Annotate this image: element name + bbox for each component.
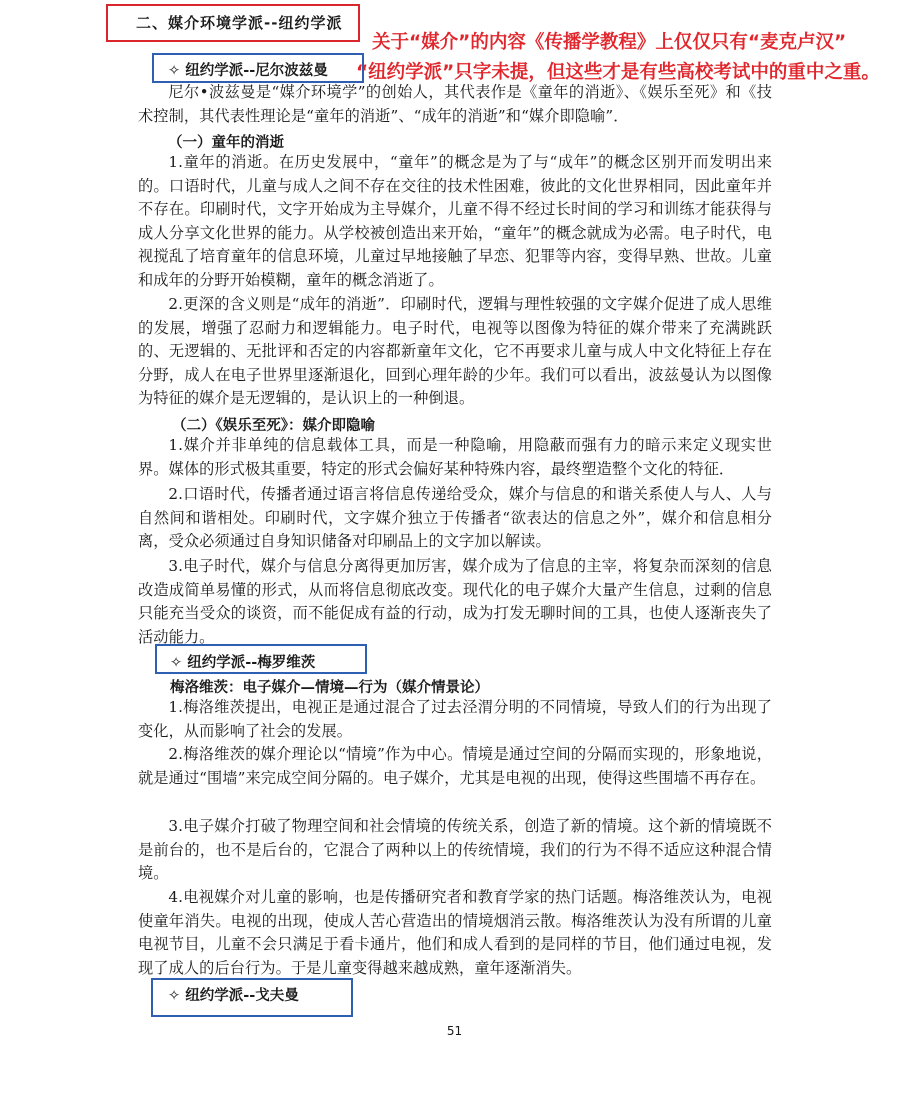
page-number: 51: [446, 1024, 463, 1038]
postman-part1-title: （一）童年的消逝: [168, 135, 284, 151]
postman-part2-p3: 3.电子时代，媒介与信息分离得更加厉害，媒介成为了信息的主宰，将复杂而深刻的信息改造成简单易懂的形式，从而将信息彻底改变。现代化的电子媒介大量产生信息，过剩的信息只能充当受众的谈资，而不能促成有益的行动，成为打发无聊时间的工具，也使人逐渐丧失了活动能力。: [138, 557, 772, 646]
section-title: 二、媒介环境学派--纽约学派: [136, 14, 343, 32]
meyrowitz-p1: 1.梅洛维茨提出，电视正是通过混合了过去泾渭分明的不同情境，导致人们的行为出现了变化，从而影响了社会的发展。: [138, 698, 772, 740]
meyrowitz-p3: 3.电子媒介打破了物理空间和社会情境的传统关系，创造了新的情境。这个新的情境既不是前台的，也不是后台的，它混合了两种以上的传统情境，我们的行为不得不适应这种混合情境。: [138, 817, 772, 883]
postman-part1-p1: 1.童年的消逝。在历史发展中，“童年”的概念是为了与“成年”的概念区别开而发明出来的。口语时代，儿童与成人之间不存在交往的技术性困难，彼此的文化世界相同，因此童年并不存在。印刷时代，文字开始成为主导媒介，儿童不得不经过长时间的学习和训练才能获得与成人分享文化世界的能力。从学校被创造出来开始，“童年”的概念就成为必需。电子时代，电视搅乱了培育童年的信息环境，儿童过早地接触了早恋、犯罪等内容，变得早熟、世故。儿童和成年的分野开始模糊，童年的概念消逝了。: [138, 153, 772, 289]
postman-intro: 尼尔•波兹曼是“媒介环境学”的创始人，其代表作是《童年的消逝》、《娱乐至死》和《技术控制，其代表性理论是“童年的消逝”、“成年的消逝”和“媒介即隐喻”．: [138, 83, 772, 125]
annotation-line-2: “纽约学派”只字未提，但这些才是有些高校考试中的重中之重。: [356, 62, 880, 83]
postman-part2-p2: 2.口语时代，传播者通过语言将信息传递给受众，媒介与信息的和谐关系使人与人、人与自然间和谐相处。印刷时代，文字媒介独立于传播者“欲表达的信息之外”，媒介和信息相分离，受众必须通过自身知识储备对印刷品上的文字加以解读。: [138, 485, 772, 551]
meyrowitz-p2: 2.梅洛维茨的媒介理论以“情境”作为中心。情境是通过空间的分隔而实现的，形象地说，就是通过“围墙”来完成空间分隔的。电子媒介，尤其是电视的出现，使得这些围墙不再存在。: [138, 745, 772, 787]
postman-part1-p2: 2.更深的含义则是“成年的消逝”．印刷时代，逻辑与理性较强的文字媒介促进了成人思维的发展，增强了忍耐力和逻辑能力。电子时代，电视等以图像为特征的媒介带来了充满跳跃的、无逻辑的、无批评和否定的内容都新童年文化，它不再要求儿童与成人中文化特征上存在分野，成人在电子世界里逐渐退化，回到心理年龄的少年。我们可以看出，波兹曼认为以图像为特征的媒介是无逻辑的，是认识上的一种倒退。: [138, 295, 772, 408]
meyrowitz-heading: ✧ 纽约学派--梅罗维茨: [170, 655, 316, 671]
postman-part2-p1: 1.媒介并非单纯的信息载体工具，而是一种隐喻，用隐蔽而强有力的暗示来定义现实世界。媒体的形式极其重要，特定的形式会偏好某种特殊内容，最终塑造整个文化的特征．: [138, 436, 772, 478]
postman-heading: ✧ 纽约学派--尼尔波兹曼: [168, 63, 328, 79]
meyrowitz-title: 梅洛维茨：电子媒介—情境—行为（媒介情景论）: [170, 680, 489, 696]
meyrowitz-p4: 4.电视媒介对儿童的影响，也是传播研究者和教育学家的热门话题。梅洛维茨认为，电视使童年消失。电视的出现，使成人苦心营造出的情境烟消云散。梅洛维茨认为没有所谓的儿童电视节目，儿童不会只满足于看卡通片，他们和成人看到的是同样的节目，他们通过电视，发现了成人的后台行为。于是儿童变得越来越成熟，童年逐渐消失。: [138, 888, 772, 977]
goffman-heading: ✧ 纽约学派--戈夫曼: [168, 988, 299, 1004]
annotation-line-1: 关于“媒介”的内容《传播学教程》上仅仅只有“麦克卢汉”: [372, 32, 847, 53]
postman-part2-title: （二）《娱乐至死》：媒介即隐喻: [172, 418, 375, 434]
